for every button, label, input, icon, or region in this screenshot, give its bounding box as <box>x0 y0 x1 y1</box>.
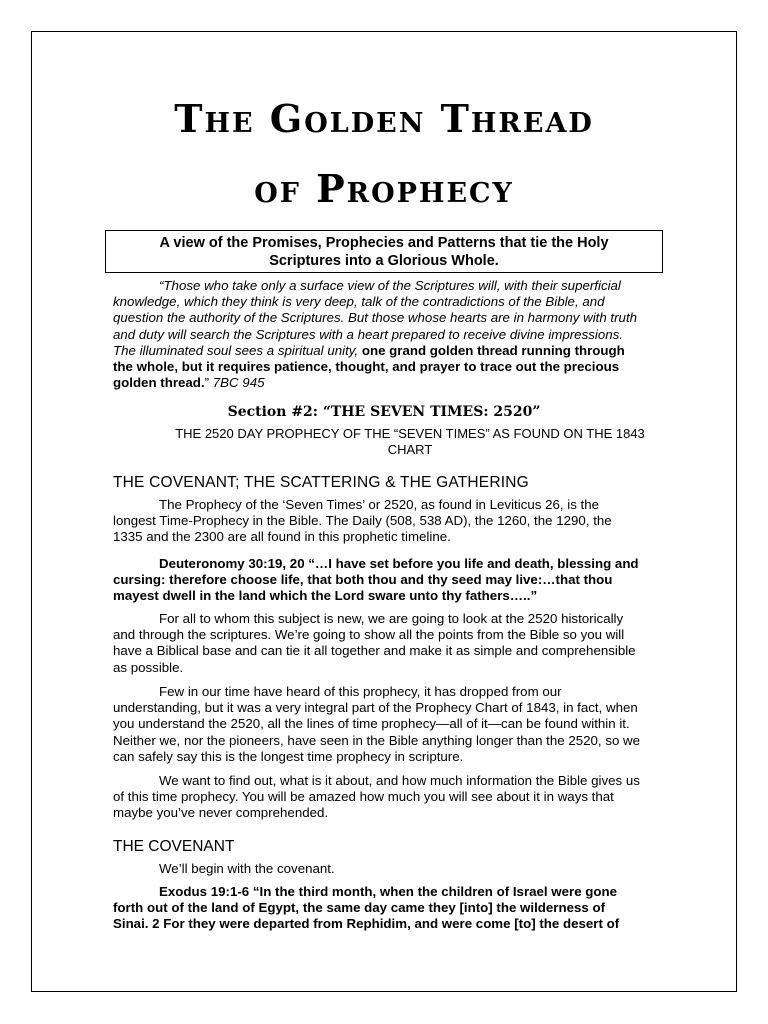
subtitle-line-1: A view of the Promises, Prophecies and Patterns that tie the Holy <box>159 235 609 251</box>
quote-bold-text: one grand golden thread running through the whole, but it requires patience, thought, and prayer to trace out the precious golden thread. <box>113 342 625 391</box>
quote-citation: 7BC 945 <box>209 375 265 391</box>
covenant-heading: THE COVENANT <box>113 838 235 855</box>
paragraph-begin-covenant: We’ll begin with the covenant. <box>159 861 335 876</box>
opening-quote <box>113 278 643 391</box>
section-subheading: THE 2520 DAY PROPHECY OF THE “SEVEN TIMES” AS FOUND ON THE 1843 CHART <box>175 426 645 457</box>
paragraph-seven-times: The Prophecy of the ‘Seven Times’ or 2520, as found in Leviticus 26, is the longest Time-Prophecy in the Bible. The Daily (508, 538 AD), the 1260, the 1290, the 1335 and the 2300 are all found in this prophetic timeline. <box>113 497 612 545</box>
page-title-line-2: of Prophecy <box>254 166 514 211</box>
quote-close-mark: ” <box>204 375 210 391</box>
covenant-scattering-heading: THE COVENANT; THE SCATTERING & THE GATHERING <box>113 474 529 491</box>
paragraph-find-out: We want to find out, what is it about, and how much information the Bible gives us of this time prophecy. You will be amazed how much you will see about it in ways that maybe you’ve never comprehended. <box>113 773 640 821</box>
subtitle-box <box>105 230 663 273</box>
paragraph-new-subject: For all to whom this subject is new, we are going to look at the 2520 historically and through the scriptures. We’re going to show all the points from the Bible so you will have a Biblical base and can tie it all together and make it as simple and comprehensible as possible. <box>113 611 636 675</box>
subtitle-line-2: Scriptures into a Glorious Whole. <box>269 253 499 269</box>
paragraph-exodus: Exodus 19:1-6 “In the third month, when the children of Israel were gone forth out of the land of Egypt, the same day came they [into] the wilderness of Sinai. 2 For they were departed from Rephidim, and were come [to] the desert of <box>113 884 620 932</box>
page-title-line-1: The Golden Thread <box>174 96 594 141</box>
section-heading: Section #2: “THE SEVEN TIMES: 2520” <box>227 404 541 420</box>
paragraph-few-heard: Few in our time have heard of this prophecy, it has dropped from our understanding, but it was a very integral part of the Prophecy Chart of 1843, in fact, when you understand the 2520, all the lines of time prophecy—all of it—can be found within it. Neither we, nor the pioneers, have seen in the Bible anything longer than the 2520, so we can safely say this is the longest time prophecy in scripture. <box>113 684 641 764</box>
paragraph-deuteronomy: Deuteronomy 30:19, 20 “…I have set before you life and death, blessing and cursing: therefore choose life, that both thou and thy seed may live:…that thou mayest dwell in the land which the Lord sware unto thy fathers…..” <box>113 556 639 604</box>
quote-italic-text: “Those who take only a surface view of the Scriptures will, with their superficial knowledge, which they think is very deep, talk of the contradictions of the Bible, and question the authority of the Scriptures. But those whose hearts are in harmony with truth and duty will search the Scriptures with a heart prepared to receive divine impressions. The illuminated soul sees a spiritual unity, <box>113 278 638 358</box>
